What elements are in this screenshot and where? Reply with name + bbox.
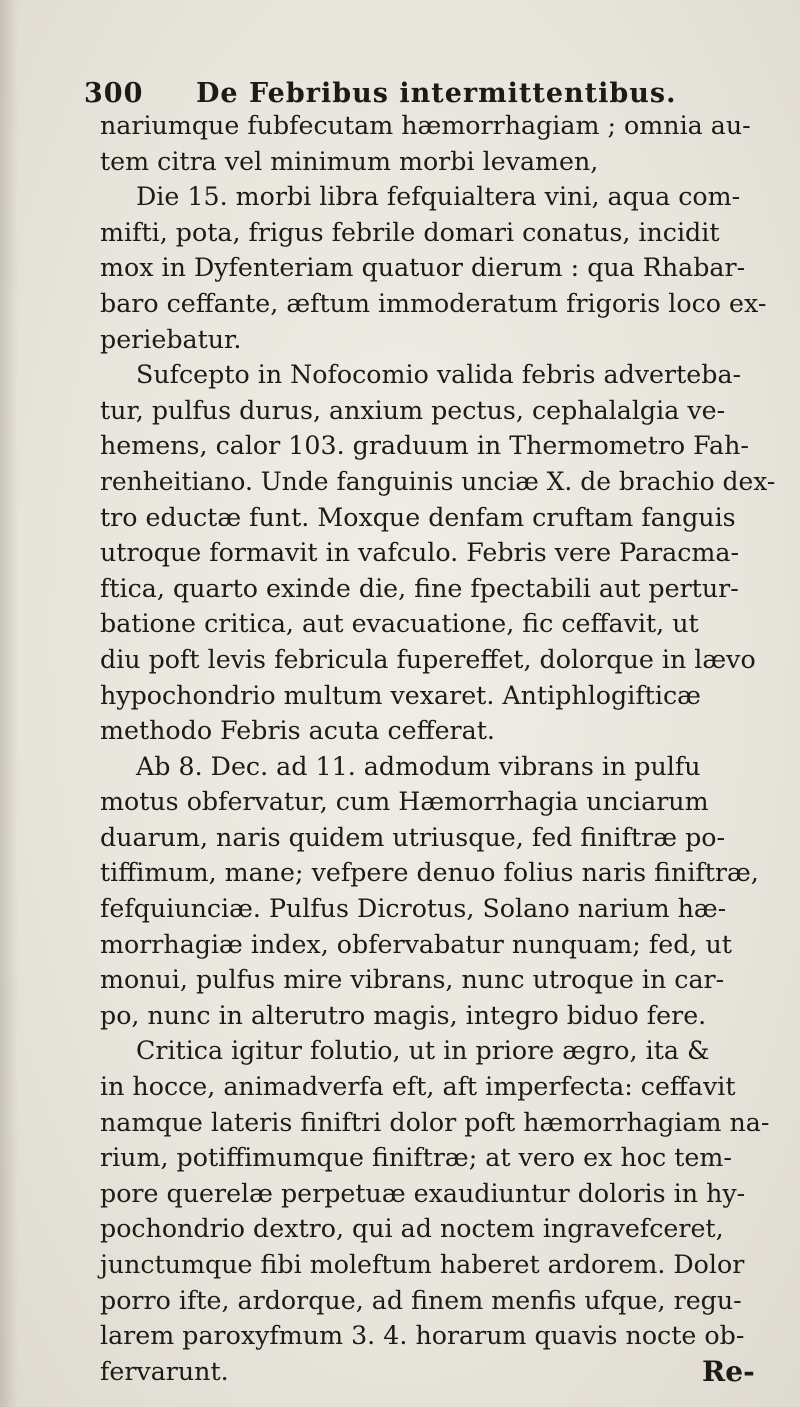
text-line: fefquiunciæ. Pulfus Dicrotus, Solano narium hæ- [100, 894, 727, 924]
text-line: tem citra vel minimum morbi levamen, [100, 146, 599, 176]
text-line: fervarunt. [100, 1356, 229, 1386]
text-line: pore querelæ perpetuæ exaudiuntur doloris in hy- [100, 1178, 746, 1208]
text-line: in hocce, animadverfa eft, aft imperfecta: ceffavit [100, 1072, 736, 1102]
text-line: Sufcepto in Nofocomio valida febris adverteba- [136, 360, 742, 390]
text-line: renheitiano. Unde fanguinis unciæ X. de brachio dex- [100, 466, 776, 496]
text-line: motus obfervatur, cum Hæmorrhagia unciarum [100, 787, 709, 817]
text-line: rium, potiffimumque finiftræ; at vero ex hoc tem- [100, 1143, 732, 1173]
text-line: Critica igitur folutio, ut in priore ægro, ita & [136, 1036, 710, 1066]
running-title: De Febribus intermittentibus. [196, 78, 677, 109]
text-line: junctumque fibi moleftum haberet ardorem. Dolor [100, 1250, 745, 1279]
gutter-shadow [0, 0, 18, 1407]
text-line: batione critica, aut evacuatione, fic ceffavit, ut [100, 609, 699, 639]
text-line: larem paroxyfmum 3. 4. horarum quavis nocte ob- [100, 1321, 745, 1351]
text-line: monui, pulfus mire vibrans, nunc utroque in car- [100, 965, 725, 995]
text-line: duarum, naris quidem utriusque, fed finiftræ po- [100, 822, 726, 852]
text-line: morrhagiæ index, obfervabatur nunquam; fed, ut [100, 929, 732, 959]
running-header [84, 78, 774, 109]
text-line: Die 15. morbi libra fefquialtera vini, aqua com- [136, 182, 741, 212]
text-line: mifti, pota, frigus febrile domari conatus, incidit [100, 217, 720, 247]
text-line: mox in Dyfenteriam quatuor dierum : qua Rhabar- [100, 253, 746, 283]
text-line: nariumque fubfecutam hæmorrhagiam ; omnia au- [100, 111, 751, 140]
body-text [100, 108, 775, 1389]
text-line: tur, pulfus durus, anxium pectus, cephalalgia ve- [100, 395, 726, 425]
text-line: po, nunc in alterutro magis, integro biduo fere. [100, 1000, 707, 1030]
text-line: Ab 8. Dec. ad 11. admodum vibrans in pulfu [136, 751, 701, 781]
text-line: tiffimum, mane; vefpere denuo folius naris finiftræ, [100, 858, 759, 888]
text-line: utroque formavit in vafculo. Febris vere Paracma- [100, 538, 740, 568]
text-line: namque lateris finiftri dolor poft hæmorrhagiam na- [100, 1107, 770, 1137]
text-line: ftica, quarto exinde die, fine fpectabili aut pertur- [100, 573, 739, 603]
text-line: periebatur. [100, 324, 242, 354]
page-number: 300 [84, 78, 144, 109]
text-line: pochondrio dextro, qui ad noctem ingravefceret, [100, 1214, 724, 1244]
text-line: hypochondrio multum vexaret. Antiphlogifticæ [100, 680, 701, 710]
text-line: tro eductæ funt. Moxque denfam cruftam fanguis [100, 502, 736, 532]
catchword: Re- [702, 1355, 755, 1388]
text-line: porro ifte, ardorque, ad finem menfis ufque, regu- [100, 1285, 742, 1315]
text-line: hemens, calor 103. graduum in Thermometro Fah- [100, 431, 749, 461]
text-line: baro ceffante, æftum immoderatum frigoris loco ex- [100, 288, 767, 318]
text-line: diu poft levis febricula fupereffet, dolorque in lævo [100, 644, 756, 674]
text-line: methodo Febris acuta cefferat. [100, 716, 495, 746]
